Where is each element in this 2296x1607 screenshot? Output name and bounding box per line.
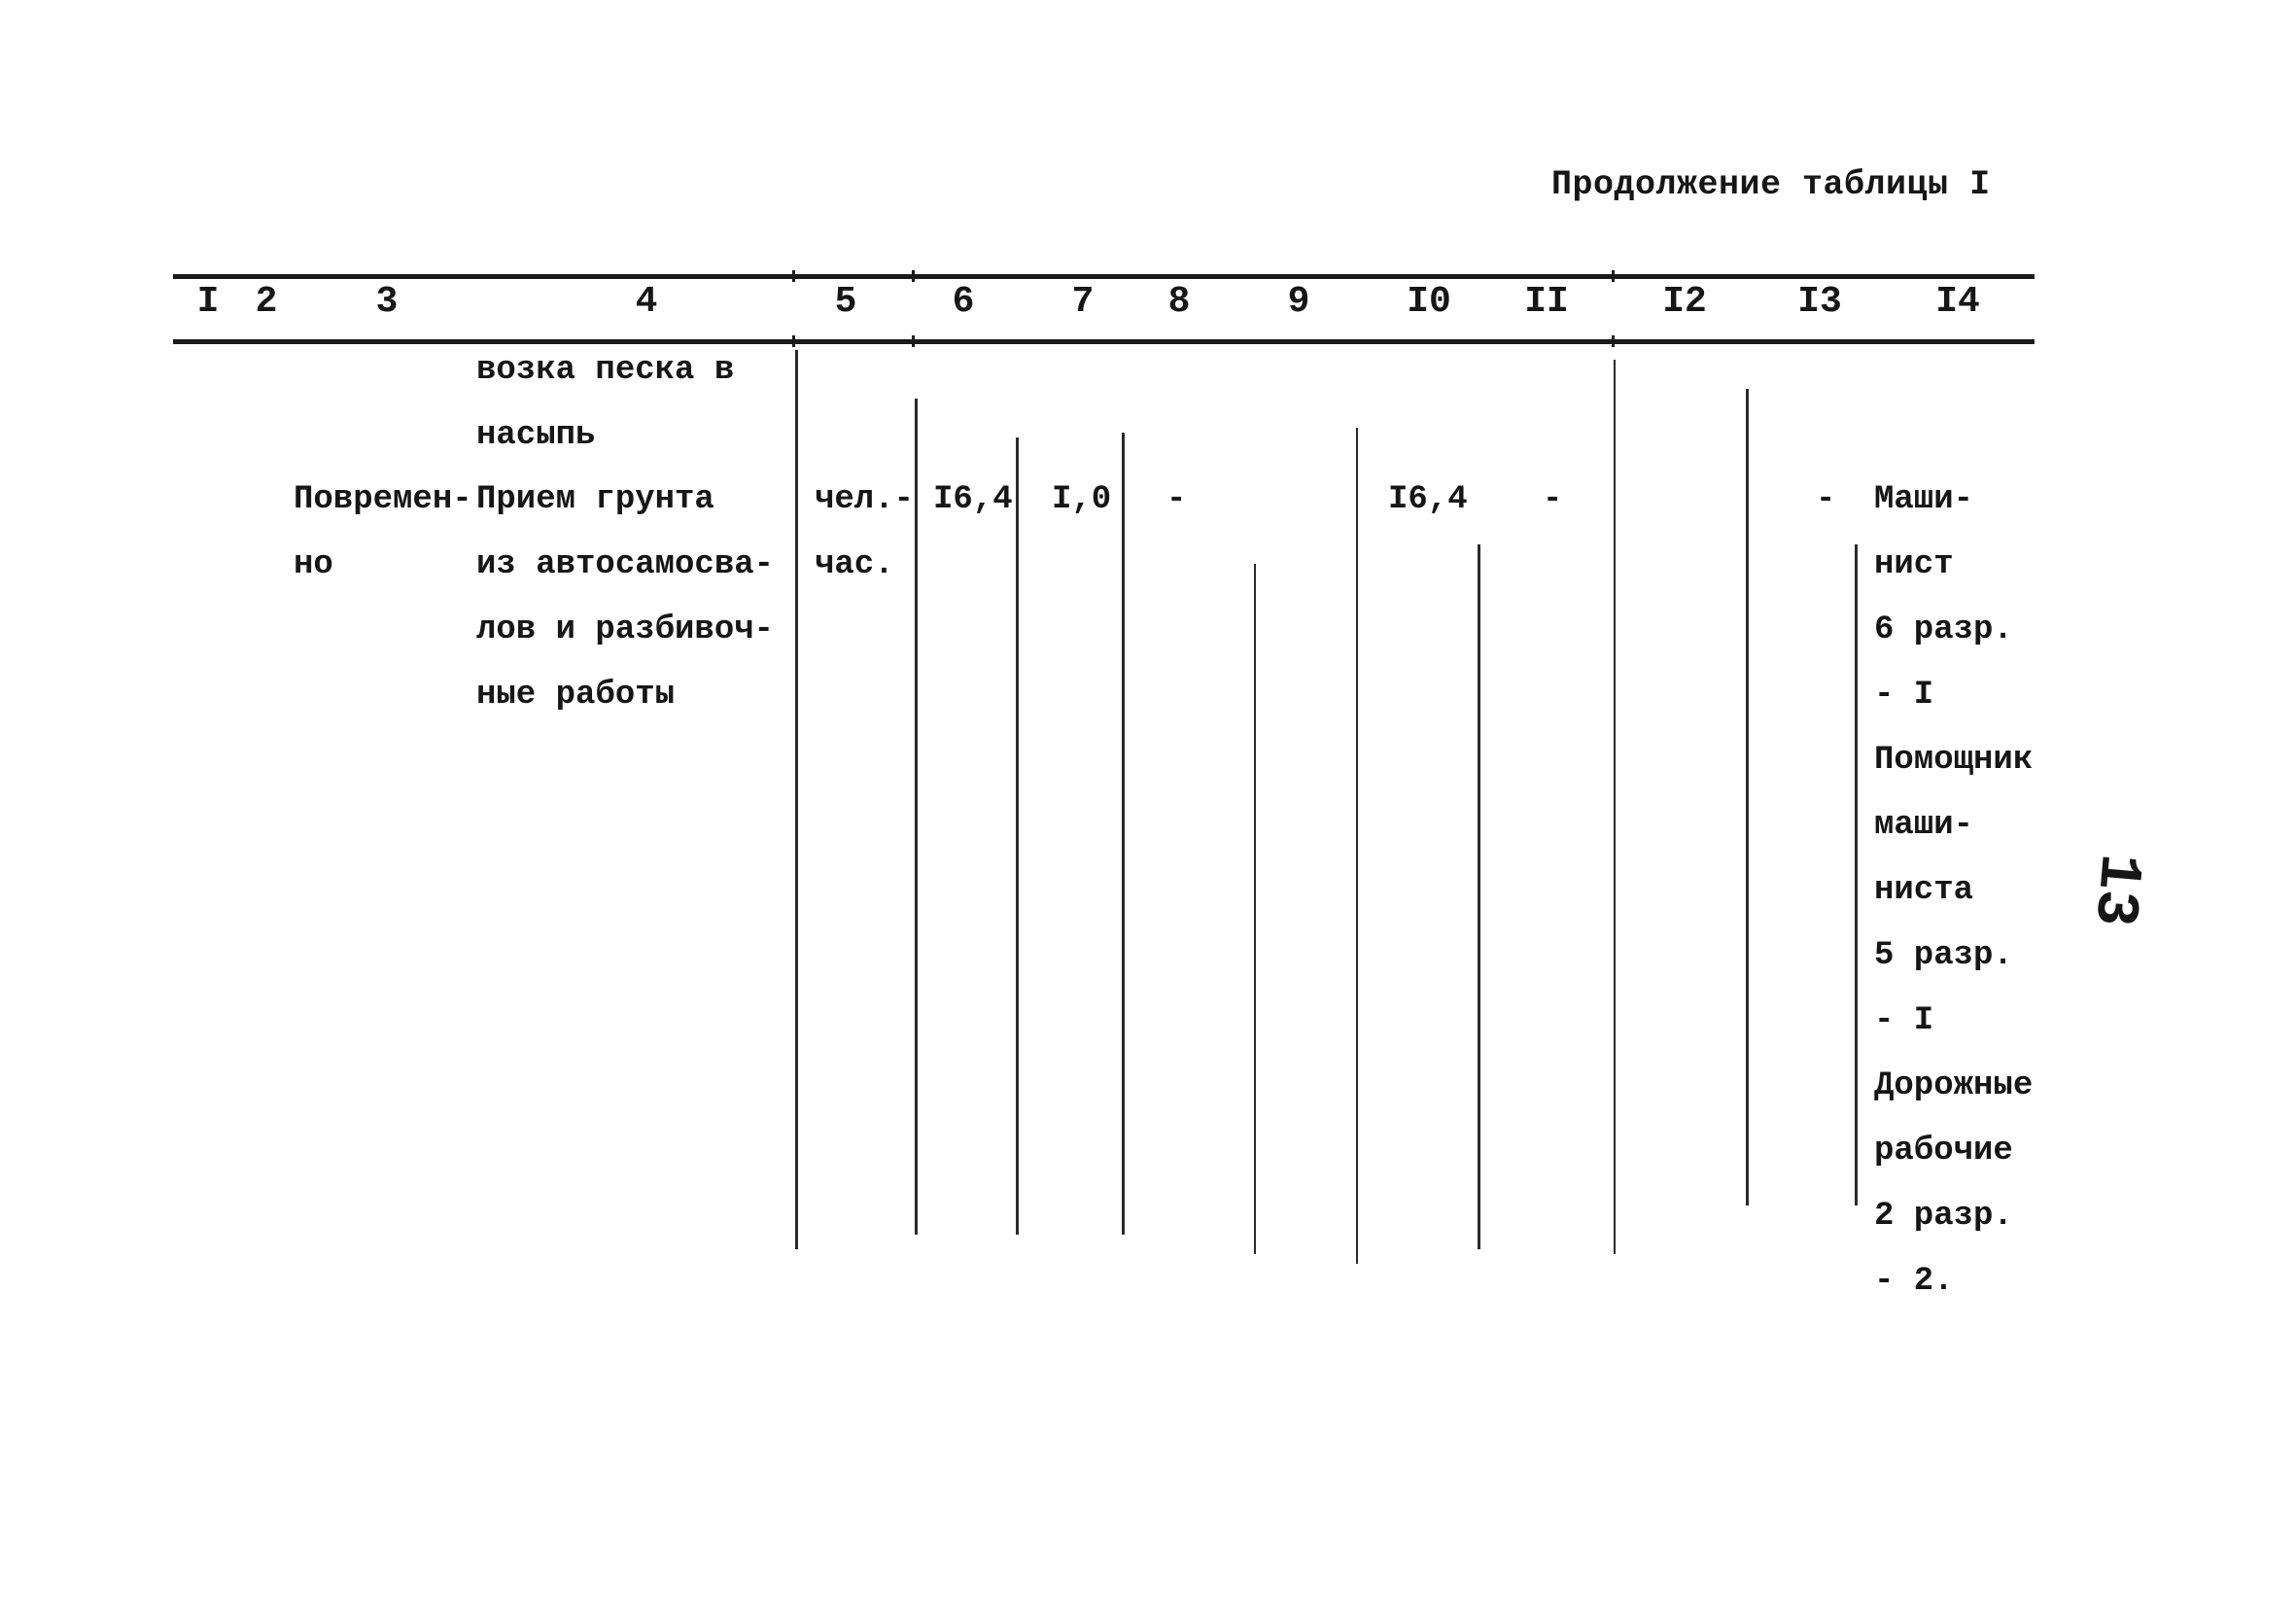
main-row-col14-line3: 6 разр.: [1874, 611, 2013, 648]
main-row-col4-line2: из автосамосва-: [476, 546, 775, 583]
rule-tick: [792, 270, 795, 282]
rule-tick: [912, 270, 915, 282]
main-row-col3-line2: но: [294, 546, 333, 583]
column-divider: [1122, 433, 1125, 1235]
column-divider: [1746, 389, 1749, 1205]
column-number-2: 2: [255, 281, 278, 323]
page-number-mark: 13: [2078, 851, 2154, 929]
main-row-col8: -: [1166, 481, 1187, 518]
main-row-col14-line2: нист: [1874, 546, 1954, 583]
column-divider: [1254, 564, 1256, 1254]
column-divider: [1016, 437, 1019, 1235]
main-row-col4-line1: Прием грунта: [476, 481, 714, 518]
main-row-col14-line5: Помощник: [1874, 742, 2034, 779]
continued-row-col4-line2: насыпь: [476, 417, 596, 454]
main-row-col14-line13: - 2.: [1874, 1263, 1954, 1300]
column-divider: [1614, 360, 1616, 1254]
main-row-col10: I6,4: [1388, 481, 1468, 518]
main-row-col4-line3: лов и разбивоч-: [476, 611, 775, 648]
column-divider: [1478, 544, 1480, 1249]
column-divider: [915, 399, 918, 1235]
rule-tick: [1612, 335, 1615, 347]
column-number-12: I2: [1662, 281, 1707, 323]
main-row-col14-line10: Дорожные: [1874, 1067, 2034, 1104]
continued-row-col4-line1: возка песка в: [476, 352, 735, 389]
table-heading: Продолжение таблицы I: [1551, 165, 1991, 204]
column-number-11: II: [1524, 281, 1569, 323]
main-row-col3-line1: Повремен-: [294, 481, 472, 518]
main-row-col11: -: [1543, 481, 1563, 518]
column-divider: [1855, 544, 1858, 1205]
column-number-7: 7: [1071, 281, 1095, 323]
column-divider: [1356, 428, 1358, 1264]
column-number-5: 5: [834, 281, 857, 323]
main-row-col14-line12: 2 разр.: [1874, 1198, 2013, 1235]
column-number-13: I3: [1797, 281, 1842, 323]
rule-tick: [1612, 270, 1615, 282]
column-number-3: 3: [375, 281, 399, 323]
main-row-col13: -: [1816, 481, 1836, 518]
column-divider: [795, 350, 798, 1249]
main-row-col14-line11: рабочие: [1874, 1133, 2013, 1170]
column-number-8: 8: [1167, 281, 1191, 323]
column-number-14: I4: [1935, 281, 1980, 323]
column-number-1: I: [196, 281, 220, 323]
rule-tick: [912, 335, 915, 347]
column-number-9: 9: [1287, 281, 1310, 323]
main-row-col14-line9: - I: [1874, 1002, 1934, 1039]
column-number-6: 6: [952, 281, 975, 323]
column-number-10: I0: [1407, 281, 1451, 323]
main-row-col14-line7: ниста: [1874, 872, 1974, 909]
rule-tick: [792, 335, 795, 347]
table-top-rule: [173, 274, 2035, 279]
main-row-col5-line2: час.: [815, 546, 894, 583]
column-number-4: 4: [635, 281, 658, 323]
main-row-col4-line4: ные работы: [476, 677, 676, 714]
main-row-col5-line1: чел.-: [815, 481, 915, 518]
main-row-col14-line1: Маши-: [1874, 481, 1974, 518]
table-header-bottom-rule: [173, 339, 2035, 344]
main-row-col14-line6: маши-: [1874, 807, 1974, 844]
main-row-col6: I6,4: [933, 481, 1013, 518]
main-row-col14-line8: 5 разр.: [1874, 937, 2013, 974]
main-row-col7: I,0: [1052, 481, 1112, 518]
main-row-col14-line4: - I: [1874, 677, 1934, 714]
